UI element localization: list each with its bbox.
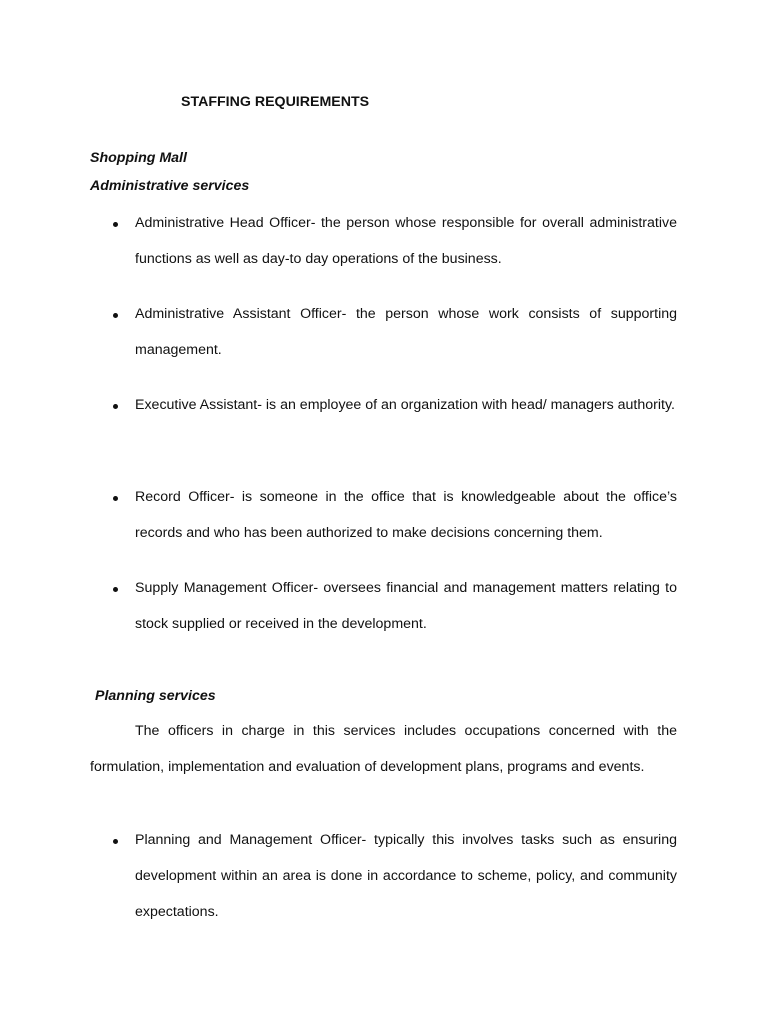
bullet-icon (113, 839, 118, 844)
planning-intro-paragraph: The officers in charge in this services includes occupations concerned with the formulation, implementation and evaluation of development plans, programs and events. (90, 723, 677, 775)
bullet-icon (113, 222, 118, 227)
bullet-icon (113, 313, 118, 318)
list-item-text: Administrative Head Officer- the person whose responsible for overall administrative functions as well as day-to day operations of the business. (135, 215, 677, 267)
subheading-administrative-services: Administrative services (90, 178, 250, 194)
subheading-planning-services: Planning services (95, 688, 216, 704)
page-title: STAFFING REQUIREMENTS (181, 94, 370, 110)
bullet-icon (113, 496, 118, 501)
list-item-text: Record Officer- is someone in the office that is knowledgeable about the office’s records and who has been authorized to make decisions concerning them. (135, 489, 677, 541)
bullet-icon (113, 587, 118, 592)
section-heading-shopping-mall: Shopping Mall (90, 150, 187, 166)
list-item-text: Executive Assistant- is an employee of an organization with head/ managers authority. (135, 397, 675, 413)
list-item-text: Supply Management Officer- oversees financial and management matters relating to stock supplied or received in the development. (135, 580, 677, 632)
bullet-icon (113, 404, 118, 409)
list-item-text: Planning and Management Officer- typically this involves tasks such as ensuring development within an area is done in accordance to scheme, policy, and community expectations. (135, 832, 677, 920)
list-item-text: Administrative Assistant Officer- the person whose work consists of supporting management. (135, 306, 677, 358)
